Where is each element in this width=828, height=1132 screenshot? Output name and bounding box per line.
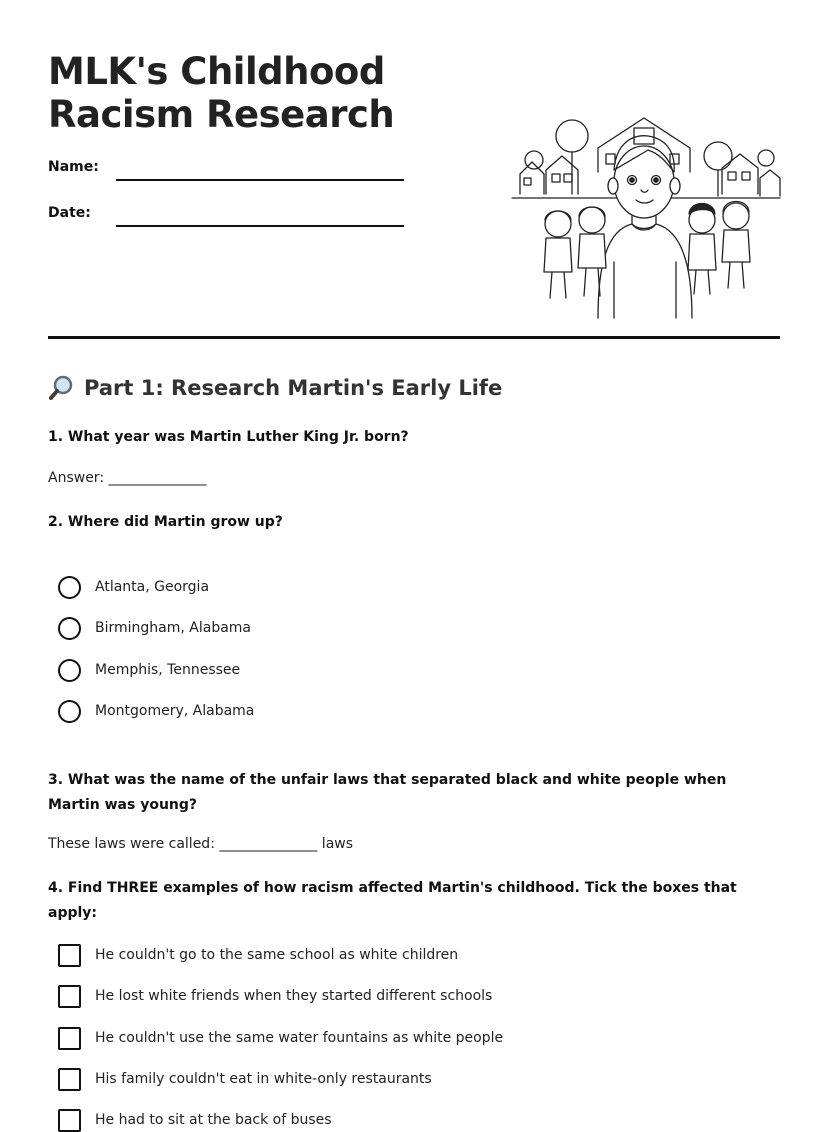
radio-circle[interactable] xyxy=(58,700,81,723)
radio-circle[interactable] xyxy=(58,576,81,599)
q2-option-atlanta[interactable] xyxy=(58,575,209,599)
checkbox[interactable] xyxy=(58,944,81,967)
radio-circle[interactable] xyxy=(58,659,81,682)
option-label: Montgomery, Alabama xyxy=(95,703,255,719)
name-input-line[interactable] xyxy=(116,179,404,181)
option-label: He couldn't go to the same school as white children xyxy=(95,947,459,963)
option-label: He lost white friends when they started different schools xyxy=(95,988,493,1004)
radio-circle[interactable] xyxy=(58,617,81,640)
title-line-1: MLK's Childhood xyxy=(48,50,385,93)
q2-option-montgomery[interactable] xyxy=(58,699,254,723)
name-field xyxy=(48,159,408,189)
option-label: Atlanta, Georgia xyxy=(95,579,210,595)
date-label: Date: xyxy=(48,205,91,221)
q2-option-birmingham[interactable] xyxy=(58,616,251,640)
date-field xyxy=(48,205,408,235)
page-title xyxy=(48,50,468,136)
checkbox[interactable] xyxy=(58,985,81,1008)
checkbox[interactable] xyxy=(58,1027,81,1050)
part-1-heading xyxy=(48,374,502,402)
q4-option-buses[interactable] xyxy=(58,1108,332,1132)
magnifying-glass-icon xyxy=(48,374,76,402)
option-label: He couldn't use the same water fountains as white people xyxy=(95,1030,504,1046)
checkbox[interactable] xyxy=(58,1068,81,1091)
q4-option-school[interactable] xyxy=(58,943,458,967)
option-label: Memphis, Tennessee xyxy=(95,662,241,678)
name-label: Name: xyxy=(48,159,99,175)
question-1-answer-line[interactable]: Answer: ______________ xyxy=(48,470,207,486)
part-1-title: Part 1: Research Martin's Early Life xyxy=(84,376,503,400)
option-label: Birmingham, Alabama xyxy=(95,620,252,636)
q4-option-restaurants[interactable] xyxy=(58,1067,432,1091)
option-label: His family couldn't eat in white-only restaurants xyxy=(95,1071,432,1087)
header-divider xyxy=(48,336,780,339)
checkbox[interactable] xyxy=(58,1109,81,1132)
question-2: 2. Where did Martin grow up? xyxy=(48,514,283,530)
q4-option-fountains[interactable] xyxy=(58,1026,503,1050)
title-line-2: Racism Research xyxy=(48,93,395,136)
option-label: He had to sit at the back of buses xyxy=(95,1112,332,1128)
question-1: 1. What year was Martin Luther King Jr. born? xyxy=(48,429,409,445)
date-input-line[interactable] xyxy=(116,225,404,227)
children-neighborhood-illustration xyxy=(510,112,782,322)
question-4: 4. Find THREE examples of how racism affected Martin's childhood. Tick the boxes that apply: xyxy=(48,880,737,921)
question-3-answer-line[interactable]: These laws were called: ______________ laws xyxy=(48,836,354,852)
q4-option-friends[interactable] xyxy=(58,984,492,1008)
q2-option-memphis[interactable] xyxy=(58,658,240,682)
question-3: 3. What was the name of the unfair laws that separated black and white people when Martin was young? xyxy=(48,772,727,813)
